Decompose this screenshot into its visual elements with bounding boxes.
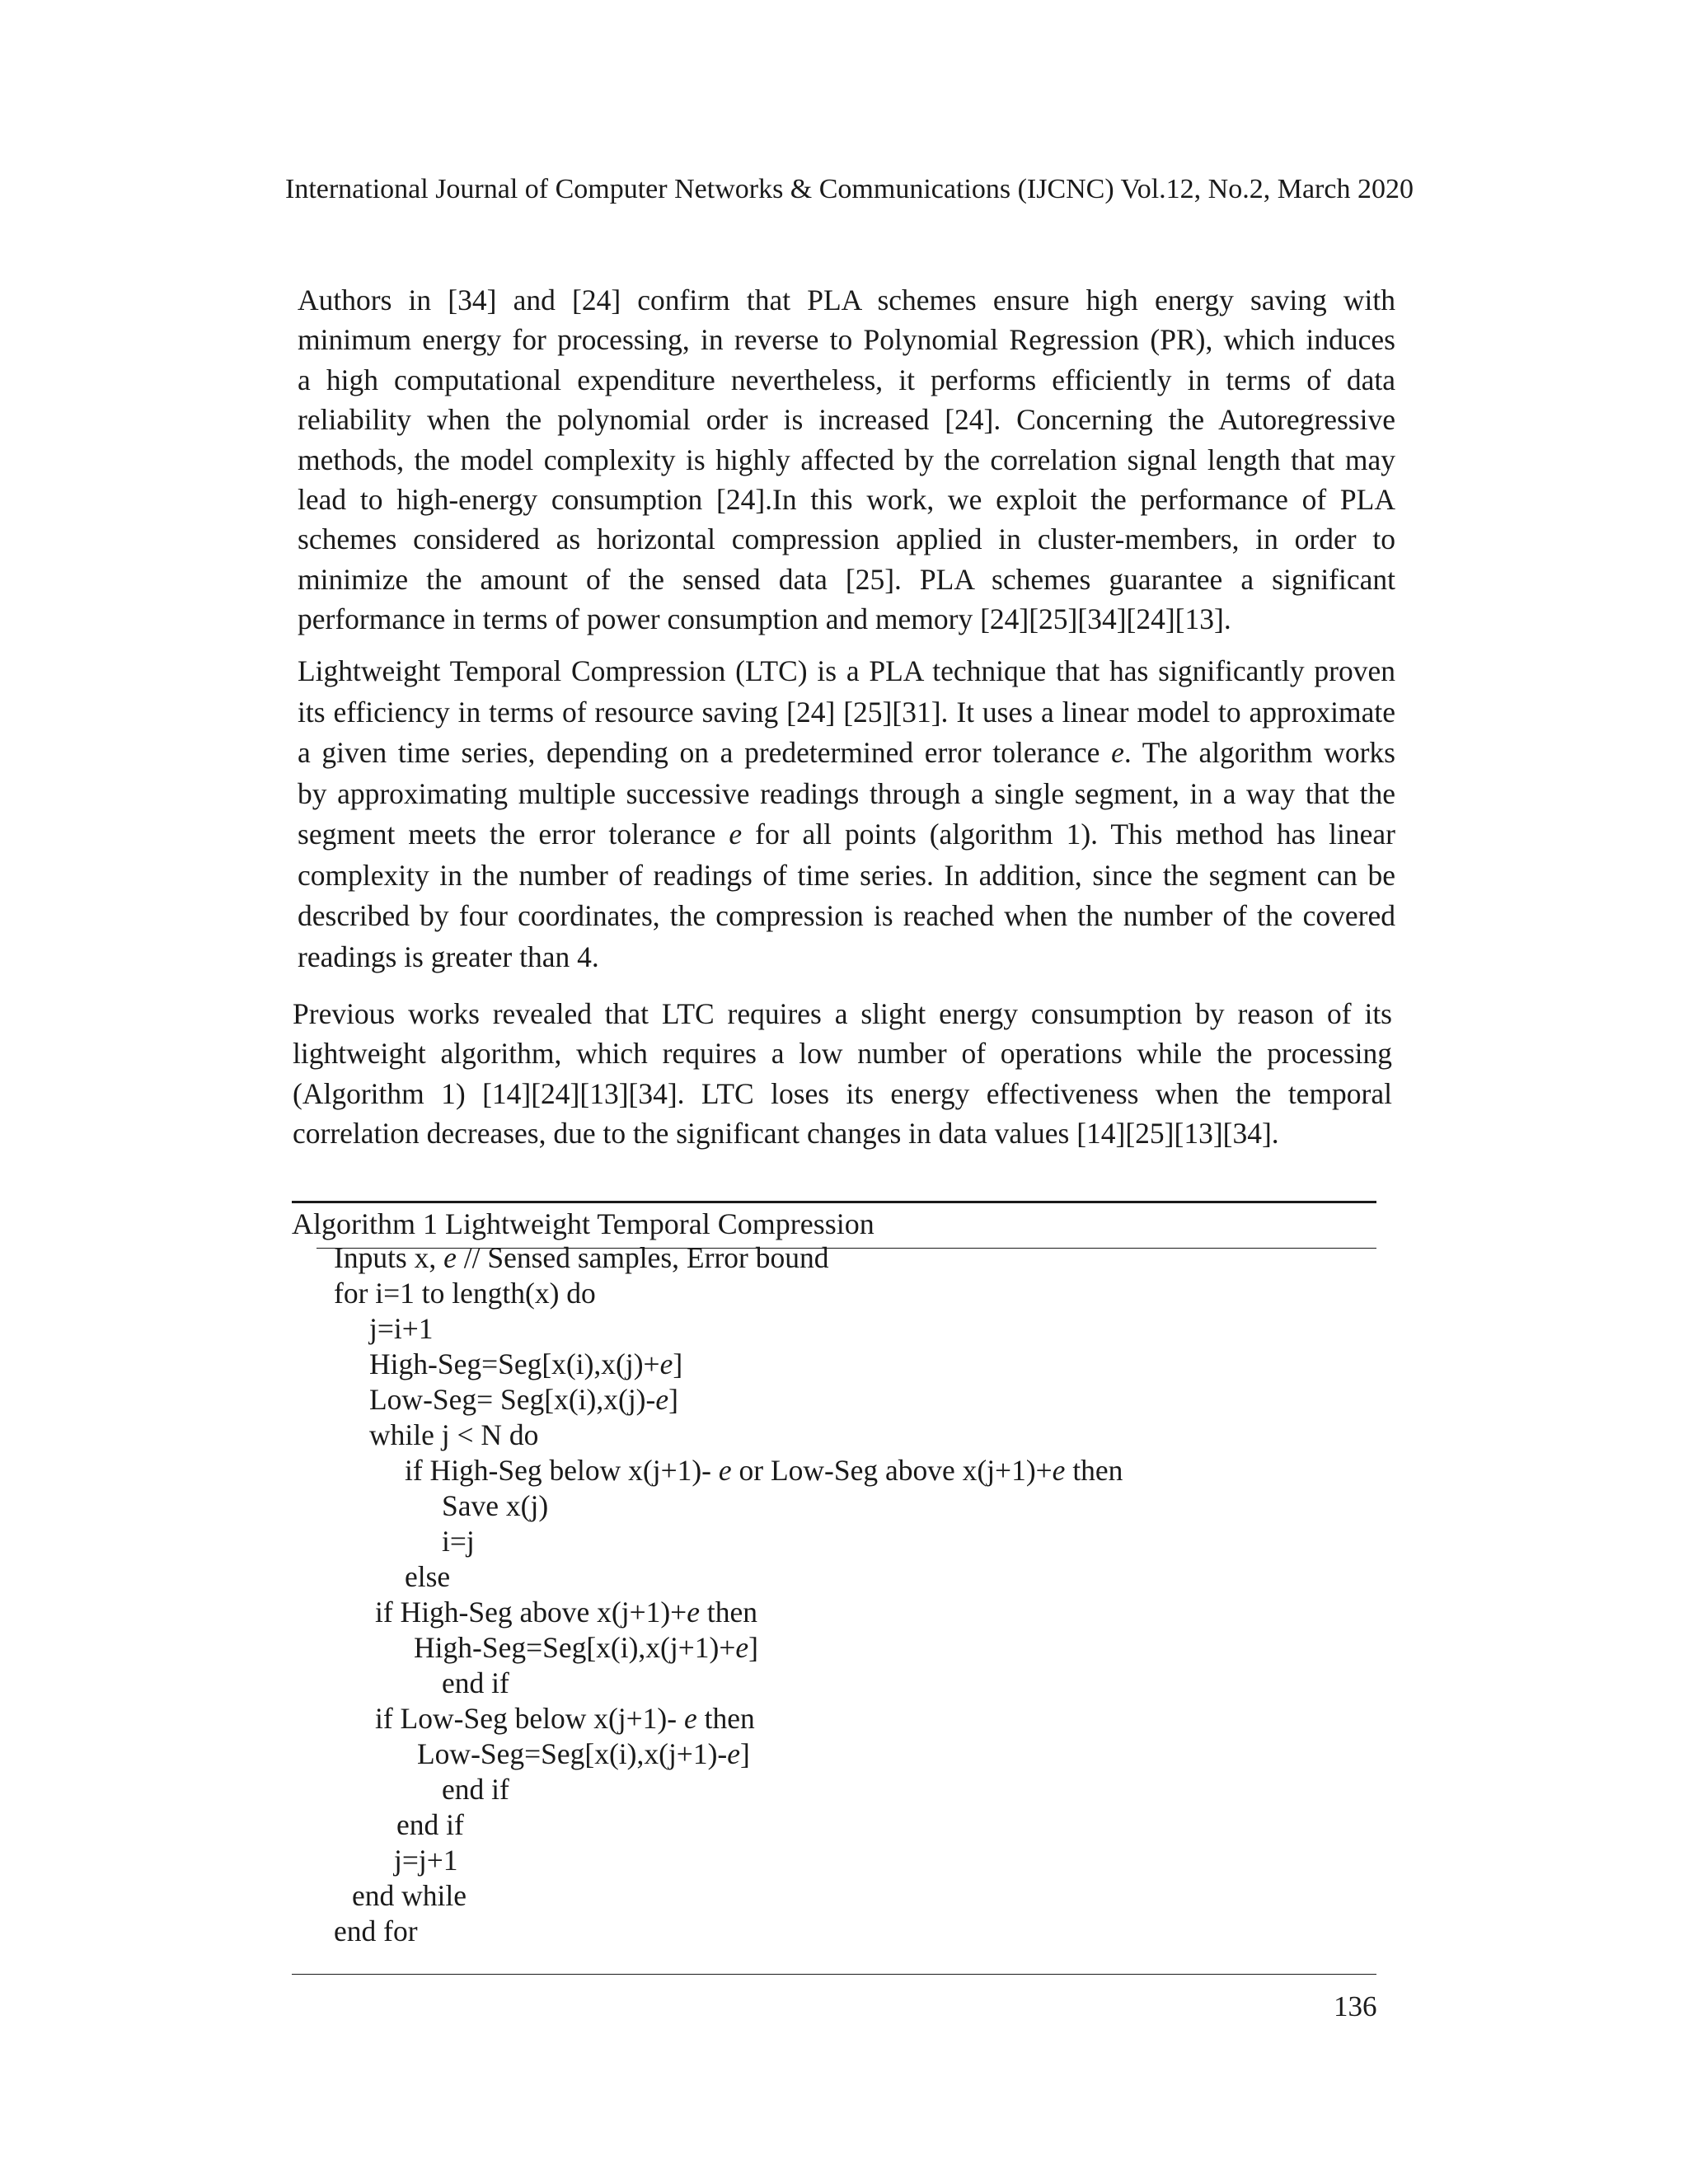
algorithm-line: end if <box>442 1666 509 1699</box>
algorithm-line: Inputs x, e // Sensed samples, Error bound <box>334 1241 829 1274</box>
paragraph-1 <box>298 280 1395 640</box>
text-line: Authors in [34] and [24] confirm that PLA schemes ensure high energy saving with <box>298 284 1395 316</box>
algorithm-title: Algorithm 1 Lightweight Temporal Compression <box>292 1207 874 1240</box>
text-line: (Algorithm 1) [14][24][13][34]. LTC loses its energy effectiveness when the temporal <box>293 1076 1392 1110</box>
text-line: described by four coordinates, the compression is reached when the number of the covered <box>298 899 1395 932</box>
algorithm-line: end for <box>334 1915 418 1947</box>
paragraph-3 <box>293 994 1392 1154</box>
text-line: schemes considered as horizontal compression applied in cluster-members, in order to <box>298 523 1395 556</box>
algorithm-bottom-rule <box>292 1974 1376 1975</box>
text-line: segment meets the error tolerance e for all points (algorithm 1). This method has linear <box>298 818 1395 851</box>
text-line: a high computational expenditure nevertheless, it performs efficiently in terms of data <box>298 363 1395 396</box>
algorithm-line: Low-Seg=Seg[x(i),x(j+1)-e] <box>417 1737 750 1770</box>
text-line: lead to high-energy consumption [24].In this work, we exploit the performance of PLA <box>298 483 1395 517</box>
running-header: International Journal of Computer Networks & Communications (IJCNC) Vol.12, No.2, March 2020 <box>285 174 1414 204</box>
text-line: performance in terms of power consumption and memory [24][25][34][24][13]. <box>298 602 1231 636</box>
algorithm-line: while j < N do <box>369 1418 539 1451</box>
algorithm-line: i=j <box>442 1525 475 1558</box>
algorithm-line: end if <box>442 1773 509 1806</box>
text-line: methods, the model complexity is highly affected by the correlation signal length that may <box>298 443 1395 476</box>
algorithm-line: if High-Seg above x(j+1)+e then <box>375 1596 757 1629</box>
text-line: complexity in the number of readings of time series. In addition, since the segment can be <box>298 858 1395 892</box>
text-line: readings is greater than 4. <box>298 940 599 973</box>
algorithm-line: Low-Seg= Seg[x(i),x(j)-e] <box>369 1383 678 1416</box>
paragraph-2 <box>298 651 1395 977</box>
algorithm-line: end if <box>396 1808 464 1841</box>
algorithm-line: Save x(j) <box>442 1489 549 1522</box>
algorithm-line: end while <box>352 1879 467 1912</box>
text-line: correlation decreases, due to the significant changes in data values [14][25][13][34]. <box>293 1117 1279 1151</box>
algorithm-line: High-Seg=Seg[x(i),x(j+1)+e] <box>414 1631 758 1664</box>
text-line: minimize the amount of the sensed data [25]. PLA schemes guarantee a significant <box>298 562 1395 596</box>
algorithm-line: if Low-Seg below x(j+1)- e then <box>375 1702 755 1735</box>
algorithm-line: j=i+1 <box>369 1312 434 1345</box>
text-line: a given time series, depending on a predetermined error tolerance e. The algorithm works <box>298 736 1395 769</box>
algorithm-line: if High-Seg below x(j+1)- e or Low-Seg above x(j+1)+e then <box>405 1454 1123 1487</box>
algorithm-line: High-Seg=Seg[x(i),x(j)+e] <box>369 1347 683 1380</box>
text-line: Lightweight Temporal Compression (LTC) is a PLA technique that has significantly proven <box>298 654 1395 687</box>
text-line: its efficiency in terms of resource saving [24] [25][31]. It uses a linear model to approximate <box>298 695 1395 729</box>
text-line: lightweight algorithm, which requires a low number of operations while the processing <box>293 1037 1392 1071</box>
text-line: Previous works revealed that LTC requires a slight energy consumption by reason of its <box>293 997 1392 1030</box>
page-number: 136 <box>1334 1990 1377 2022</box>
text-line: reliability when the polynomial order is increased [24]. Concerning the Autoregressive <box>298 403 1395 437</box>
algorithm-line: else <box>405 1560 451 1593</box>
algorithm-line: for i=1 to length(x) do <box>334 1277 596 1310</box>
text-line: minimum energy for processing, in reverse to Polynomial Regression (PR), which induces <box>298 323 1395 357</box>
algorithm-line: j=j+1 <box>394 1844 458 1877</box>
text-line: by approximating multiple successive readings through a single segment, in a way that the <box>298 776 1395 810</box>
